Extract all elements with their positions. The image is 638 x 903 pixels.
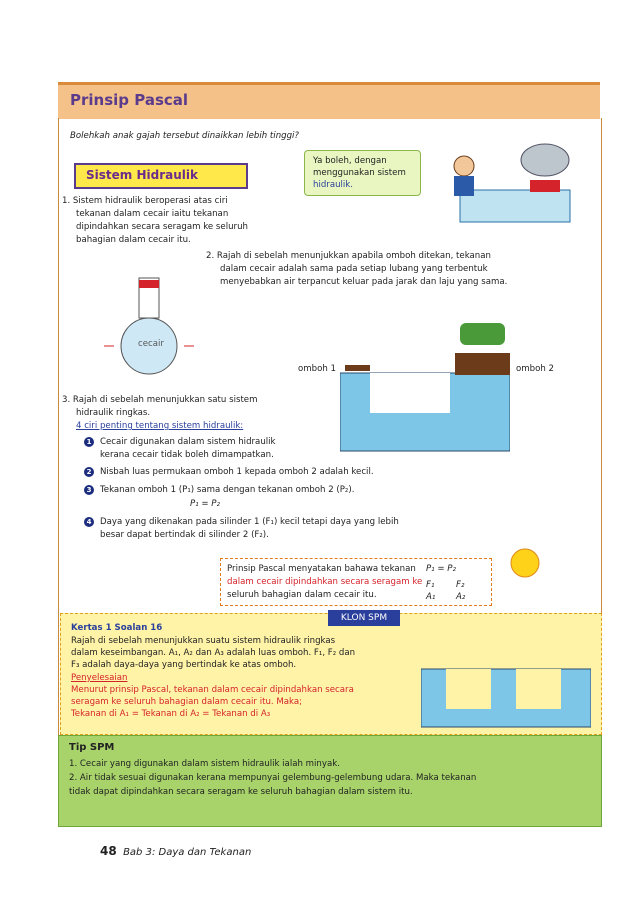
omboh1-label: omboh 1: [298, 364, 336, 374]
elephant-lift-illustration: [430, 138, 590, 228]
item3-line: 3. Rajah di sebelah menunjukkan satu sistem: [62, 395, 258, 405]
title-bar: [58, 82, 600, 119]
formula-a2: A₂: [456, 592, 466, 602]
klon-soln: Tekanan di A₁ = Tekanan di A₂ = Tekanan di A₃: [71, 709, 271, 719]
sun-mascot-icon: [500, 538, 550, 588]
point-text: Cecair digunakan dalam sistem hidraulik: [100, 437, 276, 447]
prinsip-line: dalam cecair dipindahkan secara seragam ke: [227, 577, 423, 587]
subheading-box: [74, 163, 248, 189]
item3-line: 4 ciri penting tentang sistem hidraulik:: [76, 421, 244, 431]
bullet-number: 1: [84, 437, 94, 447]
klon-line: F₃ adalah daya-daya yang bertindak ke atas omboh.: [71, 660, 297, 670]
chapter-label: Bab 3: Daya dan Tekanan: [123, 847, 252, 858]
point-text: Nisbah luas permukaan omboh 1 kepada omboh 2 adalah kecil.: [100, 467, 374, 477]
point-4-cont: besar dapat bertindak di silinder 2 (F₂).: [100, 530, 269, 540]
prinsip-pascal-box: [220, 558, 492, 606]
formula-a1: A₁: [426, 592, 436, 602]
point-text: Daya yang dikenakan pada silinder 1 (F₁) kecil tetapi daya yang lebih: [100, 517, 399, 527]
bubble-line: hidraulik.: [313, 180, 354, 190]
bullet-number: 2: [84, 467, 94, 477]
point-4: [84, 516, 399, 528]
item1-line: 1. Sistem hidraulik beroperasi atas ciri: [62, 196, 228, 206]
page: [40, 38, 598, 858]
bubble-line: menggunakan sistem: [313, 168, 406, 178]
klon-soln: seragam ke seluruh bahagian dalam cecair itu. Maka;: [71, 697, 303, 707]
klon-soln-label: Penyelesaian: [71, 673, 128, 683]
tip-line: 2. Air tidak sesuai digunakan kerana mempunyai gelembung-gelembung udara. Maka tekanan: [69, 773, 477, 783]
page-title: Prinsip Pascal: [70, 91, 189, 109]
prinsip-line: Prinsip Pascal menyatakan bahawa tekanan: [227, 564, 416, 574]
point-2: [84, 466, 374, 478]
point-1: [84, 436, 276, 448]
klon-heading: Kertas 1 Soalan 16: [71, 623, 163, 633]
tip-heading: Tip SPM: [69, 742, 115, 753]
klon-tag: KLON SPM: [328, 610, 400, 626]
tip-line: tidak dapat dipindahkan secara seragam ke seluruh bahagian dalam sistem itu.: [69, 787, 413, 797]
subheading: Sistem Hidraulik: [86, 168, 198, 182]
page-number: 48: [100, 844, 117, 858]
point-3-eq: P₁ = P₂: [190, 499, 220, 509]
hydraulic-car-diagram: [340, 313, 510, 453]
bubble-line: Ya boleh, dengan: [313, 156, 387, 166]
klon-line: Rajah di sebelah menunjukkan suatu sistem hidraulik ringkas: [71, 636, 336, 646]
cecair-label: cecair: [138, 339, 164, 349]
bullet-number: 3: [84, 485, 94, 495]
page-footer: [100, 844, 251, 858]
item1-line: bahagian dalam cecair itu.: [76, 235, 191, 245]
item3-line: hidraulik ringkas.: [76, 408, 151, 418]
pascal-sphere-diagram: [104, 260, 194, 380]
formula-f1: F₁: [426, 580, 435, 590]
prinsip-line: seluruh bahagian dalam cecair itu.: [227, 590, 377, 600]
klon-soln: Menurut prinsip Pascal, tekanan dalam cecair dipindahkan secara: [71, 685, 354, 695]
klon-line: dalam keseimbangan. A₁, A₂ dan A₃ adalah luas omboh. F₁, F₂ dan: [71, 648, 356, 658]
tip-line: 1. Cecair yang digunakan dalam sistem hidraulik ialah minyak.: [69, 759, 340, 769]
bullet-number: 4: [84, 517, 94, 527]
formula-eq: P₁ = P₂: [426, 564, 456, 574]
item1-line: tekanan dalam cecair iaitu tekanan: [76, 209, 229, 219]
item2-line: dalam cecair adalah sama pada setiap lubang yang terbentuk: [220, 264, 488, 274]
formula-f2: F₂: [456, 580, 465, 590]
point-3: [84, 484, 354, 496]
speech-bubble: [304, 150, 421, 196]
omboh2-label: omboh 2: [516, 364, 554, 374]
intro-question: Bolehkah anak gajah tersebut dinaikkan lebih tinggi?: [70, 131, 299, 141]
item1-line: dipindahkan secara seragam ke seluruh: [76, 222, 248, 232]
point-text: Tekanan omboh 1 (P₁) sama dengan tekanan omboh 2 (P₂).: [100, 485, 355, 495]
item2-line: menyebabkan air terpancut keluar pada jarak dan laju yang sama.: [220, 277, 508, 287]
tip-spm-box: [58, 735, 602, 827]
three-piston-diagram: [421, 654, 591, 729]
point-1-cont: kerana cecair tidak boleh dimampatkan.: [100, 450, 274, 460]
klon-spm-box: [60, 613, 602, 735]
item2-line: 2. Rajah di sebelah menunjukkan apabila omboh ditekan, tekanan: [206, 251, 491, 261]
